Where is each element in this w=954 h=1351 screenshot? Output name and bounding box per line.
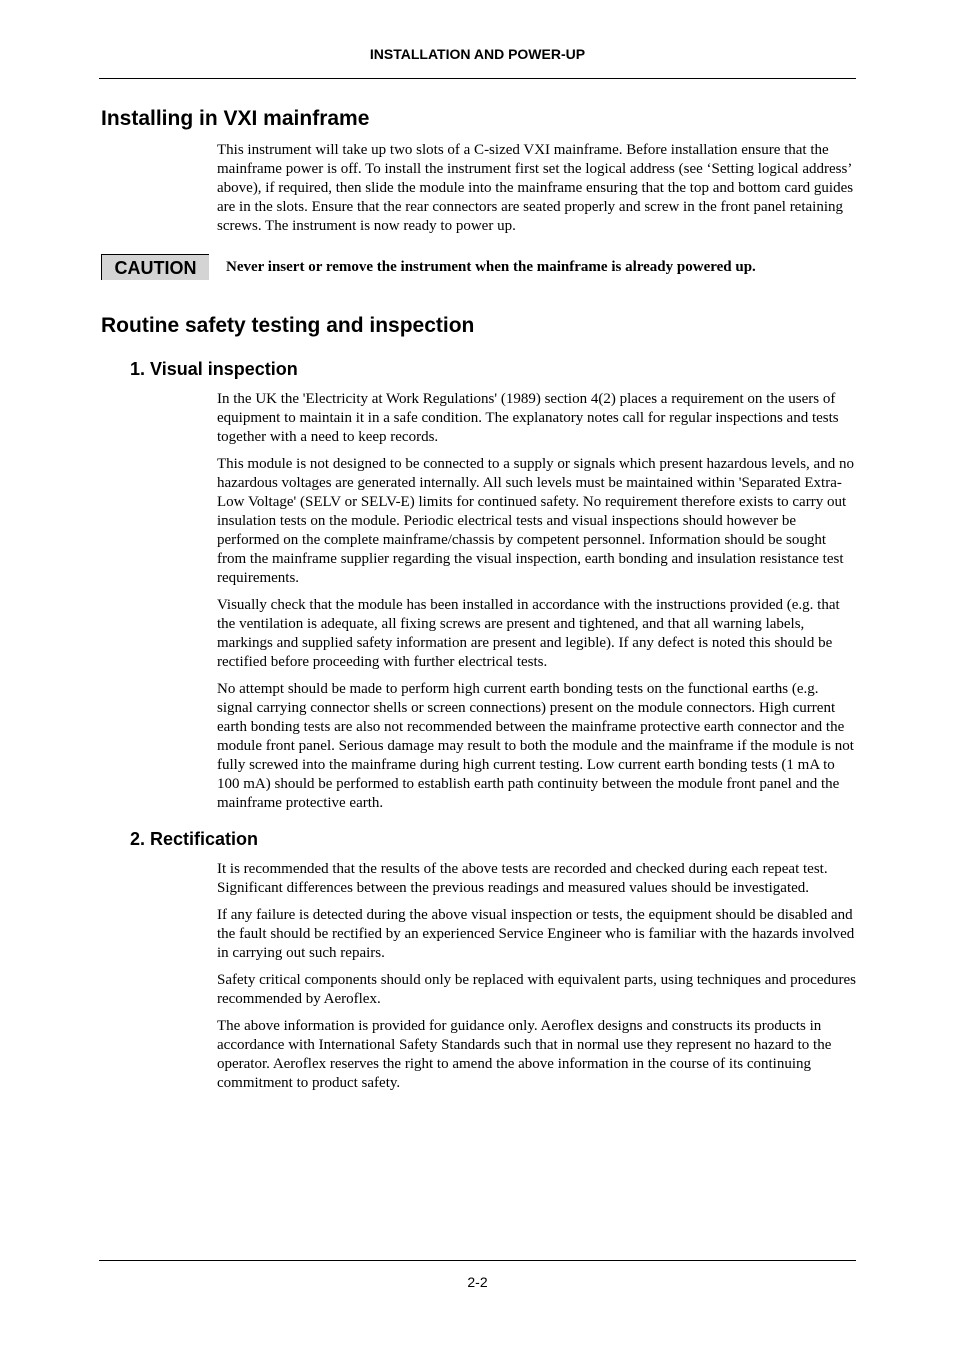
subheading-visual-inspection: 1. Visual inspection bbox=[130, 359, 298, 379]
footer-rule bbox=[99, 1260, 856, 1261]
paragraph: No attempt should be made to perform high current earth bonding tests on the functional earths (e.g. signal carrying connector shells or screen connections) present on the module connectors. High current earth bonding tests are also not recommended between the mainframe protective earth connector and the module front panel. Serious damage may result to both the module and the mainframe if the module is not fully screwed into the mainframe during high current testing. Low current earth bonding tests (1 mA to 100 mA) should be performed to establish earth path continuity between the module front panel and the mainframe protective earth. bbox=[217, 681, 854, 811]
paragraph: The above information is provided for guidance only. Aeroflex designs and constructs its products in accordance with International Safety Standards such that in normal use they represent no hazard to the operator. Aeroflex reserves the right to amend the above information in the course of its continuing commitment to product safety. bbox=[217, 1018, 832, 1091]
paragraph: In the UK the 'Electricity at Work Regulations' (1989) section 4(2) places a requirement on the users of equipment to maintain it in a safe condition. The explanatory notes call for regular inspections and tests together with a need to keep records. bbox=[217, 391, 839, 445]
caution-text: Never insert or remove the instrument when the mainframe is already powered up. bbox=[226, 259, 756, 275]
running-header: INSTALLATION AND POWER-UP bbox=[369, 46, 586, 62]
page-number: 2-2 bbox=[467, 1274, 488, 1290]
paragraph: Safety critical components should only be replaced with equivalent parts, using techniques and procedures recommended by Aeroflex. bbox=[217, 972, 856, 1007]
header-rule bbox=[99, 78, 856, 79]
paragraph: It is recommended that the results of the above tests are recorded and checked during each repeat test. Significant differences between the previous readings and measured values should be investigated. bbox=[217, 861, 828, 896]
section-heading-routine-safety: Routine safety testing and inspection bbox=[101, 314, 475, 337]
caution-label: CAUTION bbox=[101, 254, 209, 280]
section-heading-installing: Installing in VXI mainframe bbox=[101, 107, 370, 130]
paragraph: Visually check that the module has been installed in accordance with the instructions provided (e.g. that the ventilation is adequate, all fixing screws are present and tightened, and that all warning labels, markings and supplied safety information are present and legible). If any defect is noted this should be rectified before proceeding with further electrical tests. bbox=[217, 597, 840, 670]
installing-body bbox=[217, 141, 857, 244]
subheading-rectification: 2. Rectification bbox=[130, 829, 259, 849]
visual-inspection-body bbox=[217, 390, 857, 821]
paragraph: This instrument will take up two slots of a C-sized VXI mainframe. Before installation ensure that the mainframe power is off. To install the instrument first set the logical address (see ‘Setting logical address’ above), if required, then slide the module into the mainframe ensuring that the top and bottom card guides are in the slots. Ensure that the rear connectors are seated properly and screw in the front panel retaining screws. The instrument is now ready to power up. bbox=[217, 142, 854, 234]
paragraph: If any failure is detected during the above visual inspection or tests, the equipment should be disabled and the fault should be rectified by an experienced Service Engineer who is familiar with the hazards involved in carrying out such repairs. bbox=[217, 907, 855, 961]
rectification-body bbox=[217, 860, 857, 1101]
paragraph: This module is not designed to be connected to a supply or signals which present hazardous levels, and no hazardous voltages are generated internally. All such levels must be maintained within 'Separated Extra-Low Voltage' (SELV or SELV-E) limits for continued safety. No requirement therefore exists to carry out insulation tests on the module. Periodic electrical tests and visual inspections should however be performed on the complete mainframe/chassis by competent personnel. Information should be sought from the mainframe supplier regarding the visual inspection, earth bonding and insulation resistance test requirements. bbox=[217, 456, 854, 586]
